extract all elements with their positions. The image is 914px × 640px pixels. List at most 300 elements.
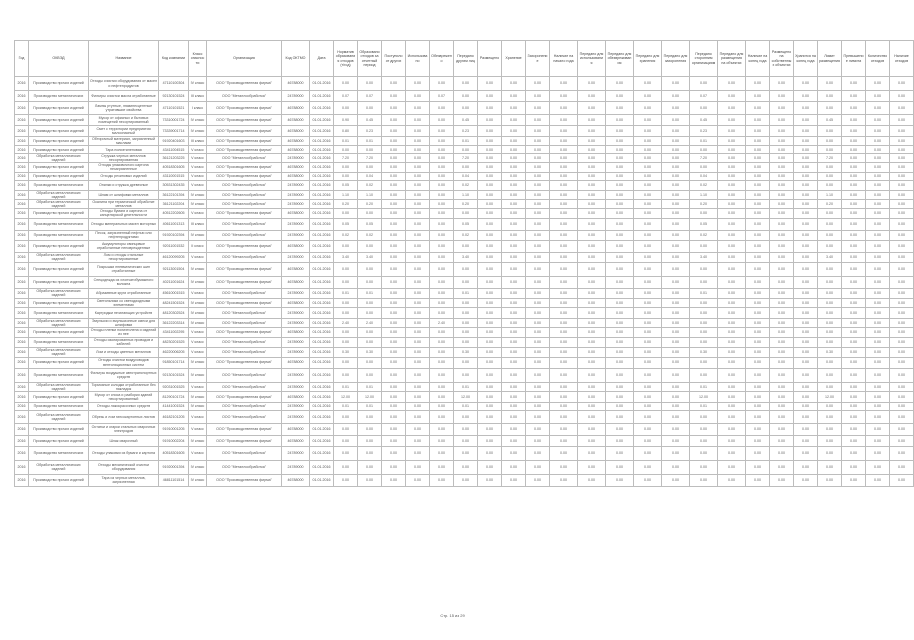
table-cell: 0.20 xyxy=(454,199,478,208)
table-cell: 0.00 xyxy=(794,368,818,382)
table-cell: 0.00 xyxy=(526,163,550,172)
table-cell: 01.01.2016 xyxy=(310,337,334,347)
table-cell: 0.00 xyxy=(502,337,526,347)
table-cell: 0.00 xyxy=(718,298,746,307)
table-cell: Покрышки пневматических шин отработанные xyxy=(89,262,159,276)
table-cell: 0.00 xyxy=(526,137,550,146)
table-cell: 0.00 xyxy=(478,77,502,91)
table-cell: ООО "Производственная фирма" xyxy=(207,172,282,180)
table-cell: 0.00 xyxy=(606,146,634,154)
table-cell: 0.01 xyxy=(454,137,478,146)
table-cell: 01.01.2016 xyxy=(310,328,334,337)
table-row xyxy=(15,199,914,208)
table-cell: 0.00 xyxy=(526,391,550,402)
table-cell: 0.45 xyxy=(454,115,478,126)
table-cell: 0.00 xyxy=(842,240,866,252)
table-cell: 0.00 xyxy=(794,319,818,328)
table-cell: 0.00 xyxy=(662,126,690,137)
table-cell: 0.00 xyxy=(818,382,842,391)
table-cell: 0.00 xyxy=(662,368,690,382)
table-cell: 0.00 xyxy=(358,146,382,154)
table-cell: Отходы минеральных масел моторных xyxy=(89,218,159,230)
table-cell: 0.45 xyxy=(818,115,842,126)
table-cell: 01.01.2016 xyxy=(310,180,334,190)
table-cell: 3.40 xyxy=(818,252,842,262)
table-cell: 0.00 xyxy=(358,240,382,252)
table-cell: 0.00 xyxy=(382,423,406,435)
table-cell: 0.00 xyxy=(634,115,662,126)
table-cell: 0.00 xyxy=(382,199,406,208)
table-cell: 0.00 xyxy=(502,347,526,357)
table-cell: 0.00 xyxy=(550,410,578,423)
table-cell: 0.00 xyxy=(690,163,718,172)
table-cell: 0.00 xyxy=(662,115,690,126)
table-cell: 0.00 xyxy=(842,146,866,154)
table-cell: 0.00 xyxy=(746,276,770,288)
table-cell: 01.01.2016 xyxy=(310,402,334,410)
table-cell: 0.00 xyxy=(550,163,578,172)
table-cell: 0.00 xyxy=(718,240,746,252)
table-cell: Производство прочих изделий xyxy=(29,357,89,368)
table-cell: 0.00 xyxy=(478,154,502,163)
table-cell: Обтирочный материал, загрязненный маслами xyxy=(89,137,159,146)
table-cell: 0.00 xyxy=(454,328,478,337)
table-cell: 0.00 xyxy=(478,126,502,137)
table-cell: 0.00 xyxy=(526,328,550,337)
table-cell: 0.00 xyxy=(606,435,634,446)
table-cell: Стружка черных металлов несортированная xyxy=(89,154,159,163)
table-cell: 0.00 xyxy=(842,347,866,357)
table-cell: 0.00 xyxy=(526,252,550,262)
table-cell: 0.00 xyxy=(358,208,382,218)
table-cell: 0.00 xyxy=(382,91,406,102)
table-cell: IV класс xyxy=(189,230,207,240)
table-cell: 0.05 xyxy=(690,218,718,230)
table-cell: IV класс xyxy=(189,474,207,486)
table-cell: 0.00 xyxy=(606,240,634,252)
table-cell: 0.00 xyxy=(578,298,606,307)
column-header: Код ОКТМО xyxy=(282,41,310,77)
table-cell: 0.00 xyxy=(662,288,690,298)
table-cell: 0.00 xyxy=(358,410,382,423)
table-cell: 0.00 xyxy=(818,368,842,382)
table-cell: 47110101521 xyxy=(159,102,189,115)
table-cell: 0.00 xyxy=(746,163,770,172)
table-cell: 0.00 xyxy=(550,115,578,126)
table-cell: 0.00 xyxy=(718,423,746,435)
table-cell: IV класс xyxy=(189,190,207,199)
table-cell: 0.00 xyxy=(606,368,634,382)
table-cell: 92130101524 xyxy=(159,368,189,382)
table-cell: Отходы бумаги и картона от канцелярской деятельности xyxy=(89,208,159,218)
table-cell: Обработка металлических изделий xyxy=(29,410,89,423)
table-cell: 0.00 xyxy=(502,77,526,91)
table-cell: 0.00 xyxy=(746,435,770,446)
table-cell: IV класс xyxy=(189,435,207,446)
table-cell: 01.01.2016 xyxy=(310,91,334,102)
table-cell: 0.20 xyxy=(358,199,382,208)
table-cell: 0.00 xyxy=(842,402,866,410)
table-cell: Обработка металлических изделий xyxy=(29,199,89,208)
table-cell: 0.00 xyxy=(334,240,358,252)
table-cell: 0.00 xyxy=(430,115,454,126)
table-cell: 0.00 xyxy=(746,357,770,368)
table-cell: 0.00 xyxy=(634,262,662,276)
table-cell: 0.00 xyxy=(526,435,550,446)
table-cell: 0.00 xyxy=(890,154,914,163)
table-cell: 0.00 xyxy=(578,137,606,146)
column-header: Передано сторонним организациям xyxy=(690,41,718,77)
table-cell: 0.00 xyxy=(718,357,746,368)
table-cell: 0.00 xyxy=(866,391,890,402)
table-cell: 48120302524 xyxy=(159,308,189,319)
table-cell: 0.00 xyxy=(430,410,454,423)
table-cell: 0.00 xyxy=(770,252,794,262)
table-cell: 0.00 xyxy=(430,308,454,319)
table-cell: 0.00 xyxy=(606,154,634,163)
table-cell: 0.00 xyxy=(502,288,526,298)
table-cell: 0.00 xyxy=(690,423,718,435)
table-cell: 01.01.2016 xyxy=(310,308,334,319)
table-cell: 0.00 xyxy=(662,252,690,262)
table-cell: 0.00 xyxy=(662,146,690,154)
table-cell: 0.00 xyxy=(890,391,914,402)
table-cell: 0.00 xyxy=(382,446,406,460)
table-cell: 0.00 xyxy=(690,357,718,368)
column-header: Передано для использования xyxy=(578,41,606,77)
table-cell: 0.00 xyxy=(550,319,578,328)
table-cell: 24789000 xyxy=(282,410,310,423)
table-cell: 0.05 xyxy=(334,218,358,230)
table-cell: 0.00 xyxy=(502,115,526,126)
table-cell: 0.05 xyxy=(358,218,382,230)
table-cell: 0.00 xyxy=(818,240,842,252)
table-cell: 0.00 xyxy=(606,328,634,337)
table-cell: 24789000 xyxy=(282,337,310,347)
table-cell: III класс xyxy=(189,91,207,102)
table-cell: 0.00 xyxy=(550,146,578,154)
table-cell: 0.00 xyxy=(634,172,662,180)
table-cell: 0.00 xyxy=(842,288,866,298)
table-cell: 0.00 xyxy=(866,115,890,126)
table-cell: 0.00 xyxy=(794,91,818,102)
table-cell: 0.00 xyxy=(690,146,718,154)
table-cell: 1.10 xyxy=(358,190,382,199)
table-cell: 0.00 xyxy=(454,298,478,307)
table-cell: 0.00 xyxy=(502,172,526,180)
table-cell: 0.00 xyxy=(454,262,478,276)
table-cell: 0.01 xyxy=(690,382,718,391)
table-cell: 0.30 xyxy=(818,347,842,357)
table-cell: 0.00 xyxy=(358,435,382,446)
table-cell: 0.00 xyxy=(746,218,770,230)
table-cell: ООО "Производственная фирма" xyxy=(207,298,282,307)
table-cell: 0.00 xyxy=(746,199,770,208)
table-cell: 0.00 xyxy=(890,319,914,328)
table-cell: 0.00 xyxy=(454,308,478,319)
table-cell: 0.00 xyxy=(502,368,526,382)
table-cell: 0.00 xyxy=(842,391,866,402)
table-cell: 0.00 xyxy=(842,368,866,382)
table-cell: 0.00 xyxy=(662,262,690,276)
table-cell: 01.01.2016 xyxy=(310,319,334,328)
table-cell: 0.00 xyxy=(478,137,502,146)
table-cell: 0.00 xyxy=(406,347,430,357)
table-cell: 0.00 xyxy=(578,288,606,298)
table-cell: IV класс xyxy=(189,115,207,126)
table-cell: 0.00 xyxy=(526,276,550,288)
column-header: Использовано xyxy=(406,41,430,77)
table-cell: 46788000 xyxy=(282,126,310,137)
table-cell: 0.00 xyxy=(526,337,550,347)
column-header: Лимит размещения xyxy=(818,41,842,77)
table-cell: 0.00 xyxy=(746,337,770,347)
table-cell: IV класс xyxy=(189,308,207,319)
table-cell: 0.00 xyxy=(430,240,454,252)
table-cell: 0.00 xyxy=(334,163,358,172)
table-cell: 0.00 xyxy=(430,102,454,115)
table-cell: 0.00 xyxy=(454,91,478,102)
table-cell: 0.00 xyxy=(662,423,690,435)
table-cell: 0.00 xyxy=(634,368,662,382)
table-cell: 0.00 xyxy=(662,402,690,410)
table-cell: 0.00 xyxy=(746,410,770,423)
table-cell: 0.00 xyxy=(770,347,794,357)
table-cell: 0.00 xyxy=(818,77,842,91)
table-cell: 0.00 xyxy=(502,319,526,328)
table-cell: 0.00 xyxy=(746,382,770,391)
table-cell: ООО "Производственная фирма" xyxy=(207,146,282,154)
table-cell: 2016 xyxy=(15,91,29,102)
table-cell: 0.00 xyxy=(334,298,358,307)
table-cell: 0.00 xyxy=(454,474,478,486)
table-cell: V класс xyxy=(189,208,207,218)
table-cell: 01.01.2016 xyxy=(310,115,334,126)
table-cell: 0.00 xyxy=(550,154,578,163)
table-cell: Производство прочих изделий xyxy=(29,115,89,126)
table-cell: 0.00 xyxy=(606,337,634,347)
table-row xyxy=(15,276,914,288)
table-cell: 0.00 xyxy=(794,410,818,423)
table-cell: ООО "Производственная фирма" xyxy=(207,328,282,337)
table-cell: 0.00 xyxy=(818,137,842,146)
table-cell: 46788000 xyxy=(282,137,310,146)
table-cell: 0.00 xyxy=(818,308,842,319)
table-cell: 0.00 xyxy=(842,172,866,180)
table-cell: 0.00 xyxy=(690,102,718,115)
table-cell: 40211001624 xyxy=(159,276,189,288)
table-cell: Смет с территории предприятия малоопасный xyxy=(89,126,159,137)
table-cell: 0.00 xyxy=(502,391,526,402)
table-row xyxy=(15,208,914,218)
table-cell: 0.00 xyxy=(634,288,662,298)
table-cell: 0.00 xyxy=(550,208,578,218)
table-cell: 0.00 xyxy=(526,460,550,474)
table-cell: 40518301605 xyxy=(159,446,189,460)
table-cell: 0.00 xyxy=(430,288,454,298)
column-header: Год xyxy=(15,41,29,77)
table-cell: ООО "Металлообработка" xyxy=(207,288,282,298)
table-cell: 0.00 xyxy=(634,126,662,137)
table-cell: 01.01.2016 xyxy=(310,240,334,252)
table-cell: 24789000 xyxy=(282,180,310,190)
table-cell: 0.00 xyxy=(406,319,430,328)
table-cell: 0.00 xyxy=(794,382,818,391)
table-cell: 0.00 xyxy=(382,435,406,446)
table-cell: 0.00 xyxy=(606,402,634,410)
table-cell: 0.00 xyxy=(430,474,454,486)
table-cell: 0.00 xyxy=(890,163,914,172)
table-cell: 0.00 xyxy=(578,172,606,180)
table-cell: 0.00 xyxy=(382,208,406,218)
table-cell: V класс xyxy=(189,163,207,172)
table-cell: 0.00 xyxy=(502,298,526,307)
table-cell: 0.00 xyxy=(890,190,914,199)
table-cell: 0.00 xyxy=(526,126,550,137)
table-cell: 0.00 xyxy=(634,230,662,240)
table-cell: 0.00 xyxy=(818,126,842,137)
table-cell: 46788000 xyxy=(282,77,310,91)
table-cell: 0.00 xyxy=(842,137,866,146)
table-cell: 0.00 xyxy=(358,446,382,460)
table-cell: 0.00 xyxy=(770,446,794,460)
table-cell: 0.00 xyxy=(866,460,890,474)
table-cell: 0.00 xyxy=(606,347,634,357)
table-cell: 0.00 xyxy=(358,308,382,319)
table-cell: 0.00 xyxy=(866,446,890,460)
table-cell: 0.00 xyxy=(550,288,578,298)
table-cell: Шлак сварочный xyxy=(89,435,159,446)
table-cell: 0.00 xyxy=(718,91,746,102)
table-row xyxy=(15,382,914,391)
table-cell: 0.00 xyxy=(550,172,578,180)
table-cell: 0.00 xyxy=(478,288,502,298)
column-header: Превышение лимита xyxy=(842,41,866,77)
table-cell: 0.00 xyxy=(794,218,818,230)
table-cell: 0.00 xyxy=(478,172,502,180)
table-cell: 0.00 xyxy=(770,137,794,146)
table-cell: 0.00 xyxy=(606,308,634,319)
table-cell: Производство прочих изделий xyxy=(29,474,89,486)
table-cell: 0.00 xyxy=(890,460,914,474)
table-cell: ООО "Производственная фирма" xyxy=(207,126,282,137)
table-cell: 0.00 xyxy=(770,402,794,410)
table-cell: 0.00 xyxy=(818,435,842,446)
table-cell: 0.00 xyxy=(718,102,746,115)
table-cell: 01.01.2016 xyxy=(310,208,334,218)
table-cell: 0.00 xyxy=(662,218,690,230)
table-row xyxy=(15,240,914,252)
table-cell: 0.00 xyxy=(866,262,890,276)
table-cell: 0.00 xyxy=(866,172,890,180)
table-cell: 0.00 xyxy=(478,230,502,240)
table-cell: Абразивные круги отработанные xyxy=(89,288,159,298)
table-cell: 0.20 xyxy=(818,199,842,208)
table-cell: 0.00 xyxy=(662,410,690,423)
table-cell: 0.00 xyxy=(550,402,578,410)
table-cell: 0.00 xyxy=(578,190,606,199)
table-cell: Обработка металлических изделий xyxy=(29,382,89,391)
table-cell: 0.00 xyxy=(842,474,866,486)
table-cell: 0.00 xyxy=(550,347,578,357)
table-cell: 0.00 xyxy=(634,252,662,262)
table-cell: 24789000 xyxy=(282,319,310,328)
table-cell: 0.00 xyxy=(794,172,818,180)
table-cell: 0.00 xyxy=(478,423,502,435)
table-cell: 0.00 xyxy=(502,218,526,230)
table-cell: 0.00 xyxy=(406,190,430,199)
table-cell: ООО "Производственная фирма" xyxy=(207,163,282,172)
table-cell: 0.00 xyxy=(550,298,578,307)
table-cell: 1.10 xyxy=(818,190,842,199)
table-cell: 0.00 xyxy=(690,435,718,446)
table-body xyxy=(15,77,914,487)
table-cell: Отходы упаковочного картона незагрязненные xyxy=(89,163,159,172)
column-header: Образовано отходов за отчетный период xyxy=(358,41,382,77)
table-cell: Спецодежда из хлопчатобумажного волокна xyxy=(89,276,159,288)
table-cell: 0.02 xyxy=(454,230,478,240)
table-cell: 0.00 xyxy=(718,276,746,288)
table-cell: 91850101714 xyxy=(159,357,189,368)
table-cell: 0.00 xyxy=(746,319,770,328)
table-cell: 0.00 xyxy=(578,230,606,240)
table-cell: 0.00 xyxy=(842,102,866,115)
table-cell: 0.00 xyxy=(634,382,662,391)
table-cell: 0.00 xyxy=(334,474,358,486)
table-cell: 0.00 xyxy=(818,474,842,486)
table-cell: 0.00 xyxy=(718,180,746,190)
table-cell: 0.00 xyxy=(502,423,526,435)
table-cell: 0.00 xyxy=(358,460,382,474)
table-cell: Лом и отходы стальные несортированные xyxy=(89,252,159,262)
table-cell: 0.00 xyxy=(770,368,794,382)
table-cell: 01.01.2016 xyxy=(310,218,334,230)
table-cell: 0.00 xyxy=(550,252,578,262)
table-cell: 0.00 xyxy=(526,77,550,91)
table-cell: Производство прочих изделий xyxy=(29,328,89,337)
table-cell: 92011001532 xyxy=(159,240,189,252)
table-cell: 0.00 xyxy=(718,347,746,357)
table-cell: 2016 xyxy=(15,146,29,154)
table-cell: 0.00 xyxy=(794,102,818,115)
table-cell: 0.30 xyxy=(358,347,382,357)
table-cell: 0.00 xyxy=(770,230,794,240)
table-cell: 0.00 xyxy=(718,382,746,391)
table-cell: 0.00 xyxy=(842,208,866,218)
table-cell: 0.04 xyxy=(358,172,382,180)
table-cell: 0.00 xyxy=(406,382,430,391)
table-cell: 0.00 xyxy=(842,435,866,446)
table-cell: 0.00 xyxy=(770,435,794,446)
table-cell: ООО "Металлообработка" xyxy=(207,446,282,460)
table-cell: 0.00 xyxy=(890,328,914,337)
table-cell: 0.30 xyxy=(690,347,718,357)
table-row xyxy=(15,91,914,102)
table-cell: 0.00 xyxy=(578,163,606,172)
table-cell: 0.00 xyxy=(818,208,842,218)
table-cell: 0.00 xyxy=(502,328,526,337)
table-cell: 0.00 xyxy=(746,308,770,319)
table-cell: 36121102204 xyxy=(159,199,189,208)
table-cell: 0.00 xyxy=(578,435,606,446)
table-cell: 0.00 xyxy=(406,154,430,163)
table-cell: Тара из черных металлов, загрязненная xyxy=(89,474,159,486)
table-cell: 0.00 xyxy=(550,460,578,474)
table-cell: 0.02 xyxy=(358,180,382,190)
table-cell: 40518301605 xyxy=(159,163,189,172)
column-header: ОКВЭД xyxy=(29,41,89,77)
table-cell: Эмульсии и эмульсионные смеси для шлифовки xyxy=(89,319,159,328)
